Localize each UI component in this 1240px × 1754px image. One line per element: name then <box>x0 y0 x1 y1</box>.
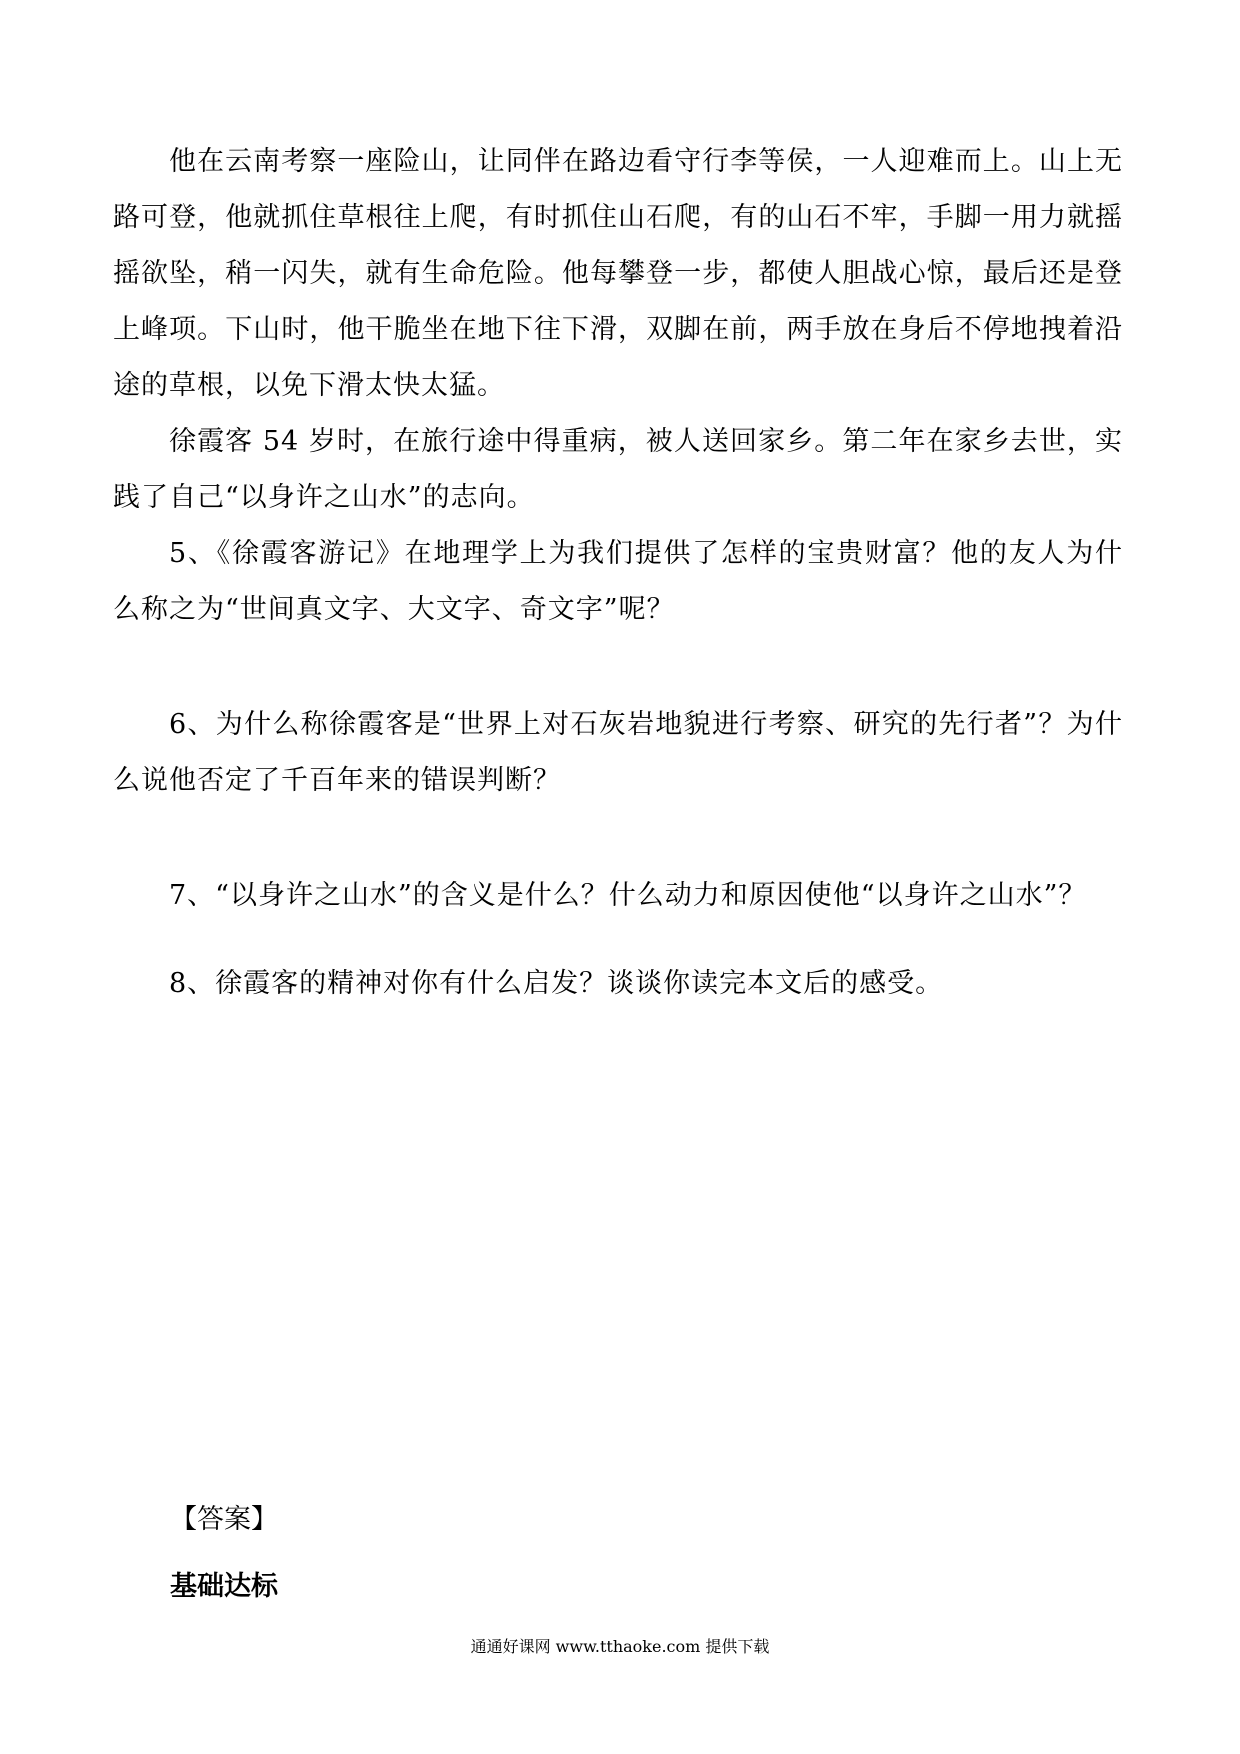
question-6: 6、为什么称徐霞客是“世界上对石灰岩地貌进行考察、研究的先行者”？为什么说他否定了千百年来的错误判断？ <box>113 709 1123 796</box>
answer-space <box>113 638 1123 697</box>
answer-space <box>113 924 1123 956</box>
page-footer: 通通好课网 www.tthaoke.com 提供下载 <box>470 1637 770 1656</box>
answer-heading: 【答案】 <box>170 1504 278 1535</box>
answer-subheading: 基础达标 <box>170 1571 278 1602</box>
paragraph-1: 他在云南考察一座险山，让同伴在路边看守行李等侯，一人迎难而上。山上无路可登，他就抓住草根往上爬，有时抓住山石爬，有的山石不牢，手脚一用力就摇摇欲坠，稍一闪失，就有生命危险。他每攀登一步，都使人胆战心惊，最后还是登上峰项。下山时，他干脆坐在地下往下滑，双脚在前，两手放在身后不停地拽着沿途的草根，以免下滑太快太猛。 <box>113 146 1123 401</box>
answer-space <box>113 809 1123 868</box>
question-7: 7、“以身许之山水”的含义是什么？什么动力和原因使他“以身许之山水”？ <box>169 880 1087 911</box>
question-5: 5、《徐霞客游记》在地理学上为我们提供了怎样的宝贵财富？他的友人为什么称之为“世间真文字、大文字、奇文字”呢？ <box>113 538 1123 625</box>
question-8: 8、徐霞客的精神对你有什么启发？谈谈你读完本文后的感受。 <box>169 968 944 999</box>
paragraph-2: 徐霞客 54 岁时，在旅行途中得重病，被人送回家乡。第二年在家乡去世，实践了自己“以身许之山水”的志向。 <box>113 426 1123 513</box>
main-content <box>113 134 1123 1012</box>
